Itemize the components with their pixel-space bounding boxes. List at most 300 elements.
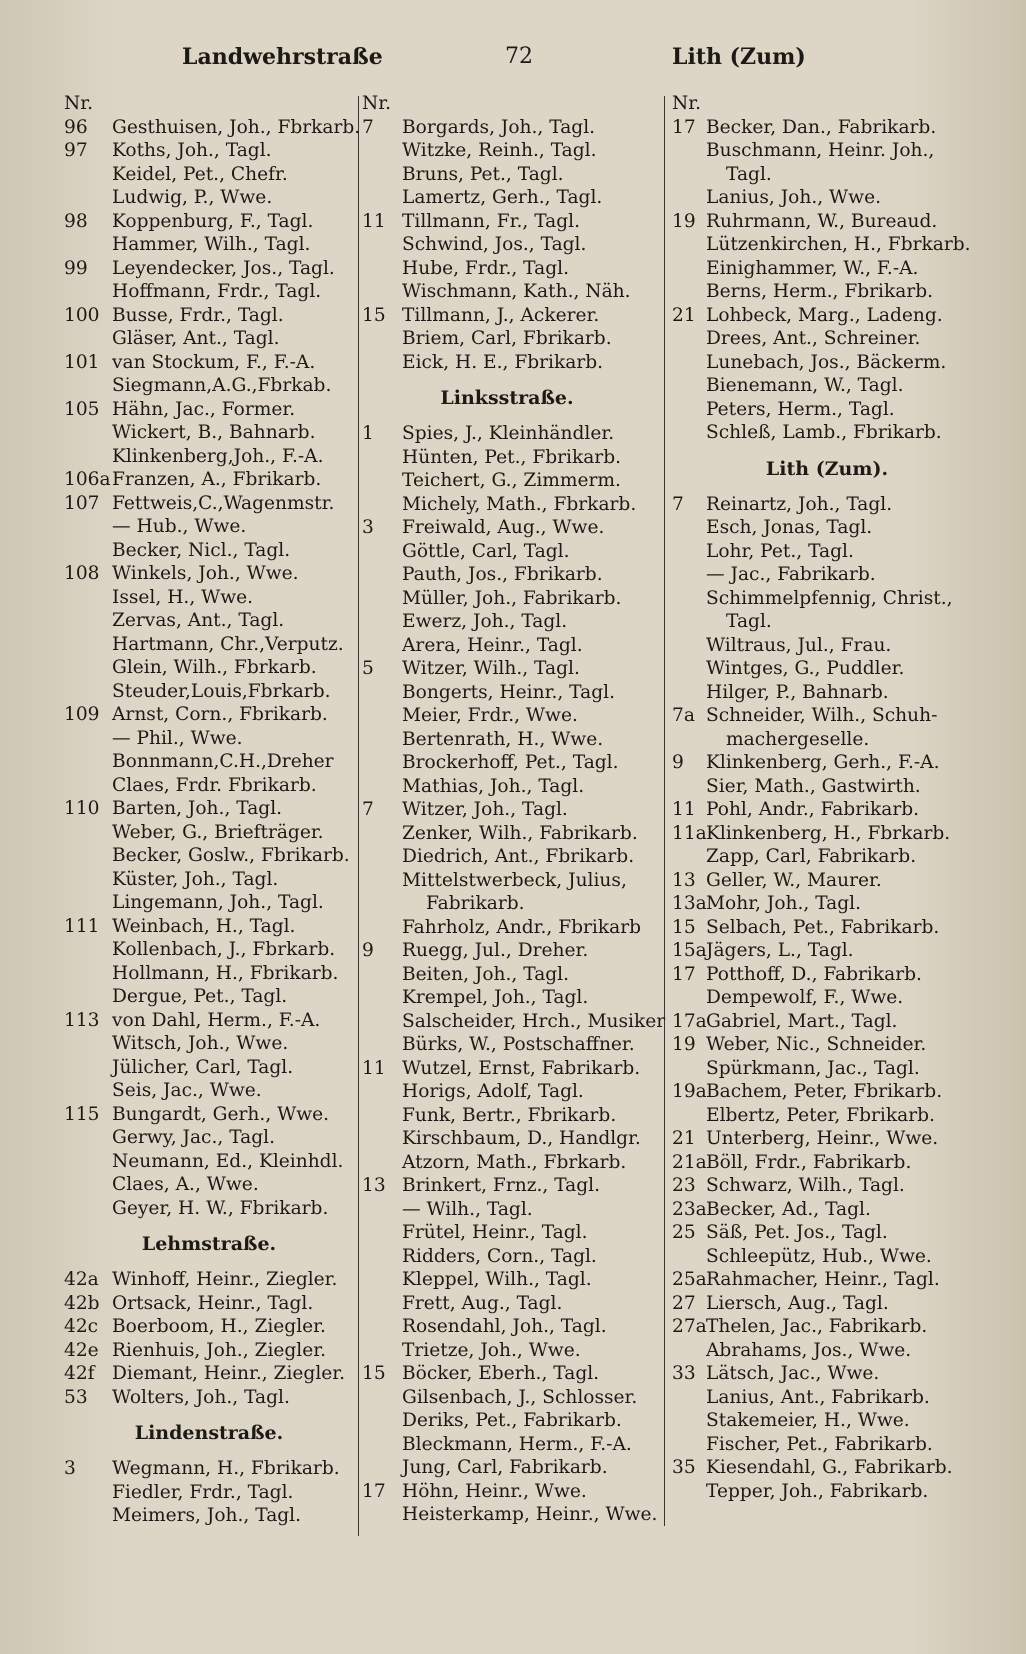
resident-entry [362,257,652,281]
resident-entry [362,587,652,611]
resident-text: Schneider, Wilh., Schuh- [706,705,938,726]
resident-entry [64,1173,354,1197]
resident-text: Gläser, Ant., Tagl. [112,328,280,349]
resident-text: Kleppel, Wilh., Tagl. [402,1269,592,1290]
resident-entry [362,1245,652,1269]
house-number: 11a [672,822,707,844]
resident-text: Bürks, W., Postschaffner. [402,1034,635,1055]
house-number: 97 [64,140,88,161]
resident-entry [362,1268,652,1292]
resident-text: Brinkert, Frnz., Tagl. [402,1175,601,1196]
resident-text: Barten, Joh., Tagl. [112,798,283,819]
resident-entry [64,727,354,751]
house-number: 42a [64,1269,99,1290]
resident-entry [64,1315,354,1339]
resident-text: Kollenbach, J., Fbrkarb. [112,939,336,960]
resident-text: Wischmann, Kath., Näh. [402,281,631,302]
resident-entry [362,704,652,728]
house-number: 25a [672,1269,707,1290]
house-number: 42e [64,1339,99,1361]
resident-entry [64,656,354,680]
resident-entry [64,468,354,492]
header-left-street: Landwehrstraße [182,44,383,70]
resident-text: Hammer, Wilh., Tagl. [112,234,311,255]
resident-entry [362,139,652,163]
resident-text: Fischer, Pet., Fabrikarb. [706,1433,933,1455]
resident-entry [672,892,982,916]
resident-entry [672,563,982,587]
house-number: 5 [362,658,374,679]
resident-text: Wintges, G., Puddler. [706,658,905,679]
resident-text: Hartmann, Chr.,Verputz. [112,633,344,655]
resident-text: Zervas, Ant., Tagl. [112,610,285,631]
resident-text: Hollmann, H., Fbrikarb. [112,962,339,984]
resident-entry [64,233,354,257]
resident-entry [672,1033,982,1057]
resident-text: Fahrholz, Andr., Fbrikarb [402,916,641,938]
resident-text: Neumann, Ed., Kleinhdl. [112,1150,344,1172]
resident-text: Pohl, Andr., Fabrikarb. [706,799,920,820]
house-number: 25 [672,1222,696,1243]
resident-text: Spürkmann, Jac., Tagl. [706,1057,920,1079]
resident-text: Eick, H. E., Fbrikarb. [402,351,604,373]
resident-text: Jülicher, Carl, Tagl. [112,1056,294,1078]
resident-text: Wiltraus, Jul., Frau. [706,634,892,656]
resident-entry [64,633,354,657]
house-number: 17 [672,116,696,138]
resident-entry [64,938,354,962]
resident-entry [362,1080,652,1104]
resident-text: Siegmann,A.G.,Fbrkab. [112,375,332,396]
house-number-header: Nr. [672,93,702,114]
resident-entry [362,1174,652,1198]
resident-entry [672,1339,982,1363]
resident-entry [64,844,354,868]
resident-text: Ewerz, Joh., Tagl. [402,611,568,632]
resident-text: Koppenburg, F., Tagl. [112,210,314,232]
resident-entry [672,775,982,799]
resident-entry [362,1362,652,1386]
resident-entry [64,421,354,445]
resident-text: Michely, Math., Fbrkarb. [402,493,637,515]
house-number: 99 [64,257,88,279]
resident-entry [672,327,982,351]
house-number: 11 [362,1057,386,1079]
resident-text: Dempewolf, F., Wwe. [706,987,904,1008]
street-heading: Linksstraße. [440,387,574,409]
resident-text: Brockerhoff, Pet., Tagl. [402,752,619,773]
resident-text: Becker, Nicl., Tagl. [112,539,291,561]
resident-text: Bleckmann, Herm., F.-A. [402,1433,632,1455]
resident-entry [64,562,354,586]
resident-entry [362,469,652,493]
resident-text: — Phil., Wwe. [112,727,243,749]
entry-continuation [672,728,982,752]
resident-text: Rahmacher, Heinr., Tagl. [706,1269,940,1290]
resident-entry [64,163,354,187]
resident-text: Bongerts, Heinr., Tagl. [402,681,615,703]
resident-text: Peters, Herm., Tagl. [706,398,895,420]
resident-entry [362,1433,652,1457]
resident-text: Witzer, Joh., Tagl. [402,799,568,820]
resident-text: Einighammer, W., F.-A. [706,257,919,279]
resident-entry [64,492,354,516]
resident-entry [64,539,354,563]
resident-entry [64,1268,354,1292]
house-number: 23a [672,1198,707,1220]
resident-entry [64,1150,354,1174]
resident-entry [672,304,982,328]
resident-text: Weber, G., Briefträger. [112,821,324,843]
resident-text: Lohr, Pet., Tagl. [706,540,854,562]
house-number: 15a [672,940,707,961]
resident-entry [362,563,652,587]
house-number: 27 [672,1292,696,1314]
resident-entry [672,869,982,893]
resident-text: Borgards, Joh., Tagl. [402,116,596,138]
resident-text: Claes, A., Wwe. [112,1174,259,1195]
resident-entry [362,916,652,940]
resident-entry [64,774,354,798]
resident-text: Bruns, Pet., Tagl. [402,163,564,185]
resident-entry [64,1481,354,1505]
resident-text: Fettweis,C.,Wagenmstr. [112,492,335,514]
resident-entry [64,609,354,633]
resident-text: Bungardt, Gerh., Wwe. [112,1103,330,1125]
resident-entry [362,1409,652,1433]
resident-entry [362,657,652,681]
resident-text: Deriks, Pet., Fabrikarb. [402,1410,622,1431]
resident-entry [362,1010,666,1034]
house-number: 96 [64,116,88,138]
house-number: 11 [672,799,696,820]
resident-text: Jung, Carl, Fabrikarb. [402,1457,608,1478]
resident-text: Lanius, Ant., Fabrikarb. [706,1386,930,1408]
resident-text: Lanius, Joh., Wwe. [706,187,881,208]
resident-entry [672,1315,982,1339]
house-number: 98 [64,210,88,232]
resident-entry [672,1362,982,1386]
resident-text: Drees, Ant., Schreiner. [706,328,921,349]
house-number: 9 [672,752,684,773]
resident-entry [362,986,652,1010]
house-number: 106a [64,469,111,490]
resident-text: Müller, Joh., Fabrikarb. [402,587,622,609]
resident-entry [362,822,652,846]
resident-entry [362,798,652,822]
resident-entry [64,915,354,939]
resident-entry [64,1386,354,1410]
resident-entry [362,516,652,540]
resident-text: Ruegg, Jul., Dreher. [402,940,589,961]
resident-text: Witzer, Wilh., Tagl. [402,658,580,679]
resident-entry [362,845,652,869]
resident-entry [362,1033,652,1057]
resident-text: Bachem, Peter, Fbrikarb. [706,1081,943,1102]
resident-text: Glein, Wilh., Fbrkarb. [112,657,317,678]
resident-text: Gerwy, Jac., Tagl. [112,1127,276,1148]
resident-text: Lunebach, Jos., Bäckerm. [706,351,947,373]
resident-entry [362,963,652,987]
resident-text: Säß, Pet. Jos., Tagl. [706,1222,888,1243]
resident-entry [362,280,652,304]
resident-text: Liersch, Aug., Tagl. [706,1292,889,1314]
column-middle [362,92,666,1527]
resident-text: Witsch, Joh., Wwe. [112,1033,289,1054]
house-number: 3 [64,1458,76,1479]
resident-text: Koths, Joh., Tagl. [112,140,272,161]
resident-entry [64,280,354,304]
resident-entry [362,1339,652,1363]
resident-text: Göttle, Carl, Tagl. [402,540,570,562]
resident-text: Ruhrmann, W., Bureaud. [706,210,938,232]
resident-entry [672,1151,982,1175]
resident-text: Höhn, Heinr., Wwe. [402,1480,587,1502]
resident-text: Wutzel, Ernst, Fabrikarb. [402,1057,641,1079]
resident-entry [64,891,354,915]
resident-text: Böcker, Eberh., Tagl. [402,1363,600,1384]
resident-entry [64,1126,354,1150]
resident-text: Gilsenbach, J., Schlosser. [402,1386,638,1408]
resident-entry [64,750,354,774]
resident-text: Witzke, Reinh., Tagl. [402,140,597,161]
resident-text: Stakemeier, H., Wwe. [706,1410,910,1431]
resident-entry [672,540,982,564]
resident-text: — Wilh., Tagl. [402,1198,533,1220]
resident-entry [672,1010,982,1034]
resident-text: Jägers, L., Tagl. [706,940,854,961]
resident-entry [362,351,652,375]
resident-entry [672,374,982,398]
resident-text: Tagl. [726,611,772,632]
resident-entry [362,1104,652,1128]
resident-entry [362,1151,652,1175]
resident-text: Gabriel, Mart., Tagl. [706,1010,898,1032]
resident-text: Fabrikarb. [426,893,525,914]
house-number: 7a [672,705,695,726]
resident-text: Leyendecker, Jos., Tagl. [112,257,335,279]
resident-entry [64,304,354,328]
resident-entry [362,163,652,187]
resident-entry [672,751,982,775]
resident-entry [672,704,982,728]
resident-entry [362,939,652,963]
resident-text: Pauth, Jos., Fbrikarb. [402,564,603,585]
house-number: 108 [64,563,100,584]
resident-entry [362,751,652,775]
resident-entry [672,398,982,422]
column-divider [664,96,665,1526]
page-header [0,44,1026,84]
resident-entry [362,1386,652,1410]
resident-entry [672,634,982,658]
resident-text: Thelen, Jac., Fabrikarb. [706,1316,928,1337]
resident-text: Esch, Jonas, Tagl. [706,517,873,538]
resident-text: Trietze, Joh., Wwe. [402,1339,581,1361]
resident-text: Fiedler, Frdr., Tagl. [112,1481,294,1503]
resident-text: Bonnmann,C.H.,Dreher [112,751,334,772]
resident-entry [362,1127,652,1151]
resident-text: Potthoff, D., Fabrikarb. [706,963,922,985]
resident-text: Meimers, Joh., Tagl. [112,1505,302,1526]
house-number: 15 [362,304,386,326]
resident-text: Steuder,Louis,Fbrkarb. [112,680,331,702]
resident-text: Diemant, Heinr., Ziegler. [112,1363,346,1384]
resident-text: Wegmann, H., Fbrikarb. [112,1458,340,1479]
resident-text: Spies, J., Kleinhändler. [402,423,615,444]
resident-text: Diedrich, Ant., Fbrikarb. [402,846,635,867]
resident-entry [672,1127,982,1151]
entry-continuation [672,163,982,187]
resident-entry [64,1009,354,1033]
resident-text: Geller, W., Maurer. [706,869,882,891]
resident-text: Mathias, Joh., Tagl. [402,775,585,797]
resident-entry [672,421,982,445]
street-heading: Lindenstraße. [134,1422,284,1444]
resident-text: Becker, Ad., Tagl. [706,1198,871,1220]
resident-text: Weinbach, H., Tagl. [112,915,296,937]
house-number: 13a [672,893,707,914]
resident-text: Hube, Frdr., Tagl. [402,257,569,279]
resident-entry [64,1103,354,1127]
resident-entry [672,1409,982,1433]
resident-entry [64,680,354,704]
header-right-street: Lith (Zum) [672,44,806,70]
house-number: 115 [64,1103,100,1125]
resident-text: Weber, Nic., Schneider. [706,1034,927,1055]
resident-entry [672,1480,982,1504]
resident-text: — Hub., Wwe. [112,516,247,537]
house-number: 35 [672,1457,696,1478]
resident-text: Bertenrath, H., Wwe. [402,728,604,750]
resident-entry [362,540,652,564]
resident-entry [64,586,354,610]
resident-entry [672,916,982,940]
resident-entry [672,257,982,281]
resident-entry [672,351,982,375]
house-number: 15 [672,916,696,938]
resident-text: Teichert, G., Zimmerm. [402,470,621,491]
resident-entry [672,681,982,705]
resident-text: Becker, Dan., Fabrikarb. [706,116,937,138]
resident-text: Keidel, Pet., Chefr. [112,163,288,185]
resident-text: Rosendahl, Joh., Tagl. [402,1316,607,1337]
resident-text: van Stockum, F., F.-A. [112,351,316,373]
resident-entry [672,587,982,611]
resident-text: machergeselle. [726,728,870,750]
resident-entry [64,374,354,398]
resident-entry [362,728,652,752]
resident-entry [672,516,982,540]
resident-entry [64,186,354,210]
house-number: 1 [362,423,374,444]
resident-entry [672,1456,982,1480]
house-number: 53 [64,1386,88,1408]
resident-entry [672,210,982,234]
resident-entry [64,445,354,469]
house-number: 15 [362,1363,386,1384]
house-number: 27a [672,1316,707,1337]
resident-text: Lohbeck, Marg., Ladeng. [706,304,943,326]
resident-text: Selbach, Pet., Fabrikarb. [706,916,940,938]
resident-entry [362,1503,658,1527]
resident-entry [672,493,982,517]
resident-text: Meier, Frdr., Wwe. [402,705,578,726]
resident-text: Winkels, Joh., Wwe. [112,563,299,584]
resident-entry [64,821,354,845]
resident-text: Sier, Math., Gastwirth. [706,775,921,797]
resident-text: Ridders, Corn., Tagl. [402,1245,597,1267]
resident-entry [362,116,652,140]
house-number: 19 [672,210,696,232]
resident-text: Atzorn, Math., Fbrkarb. [402,1151,627,1173]
resident-text: Winhoff, Heinr., Ziegler. [112,1269,338,1290]
house-number: 19a [672,1081,707,1102]
resident-entry [672,1198,982,1222]
resident-text: Arera, Heinr., Tagl. [402,634,583,656]
resident-entry [64,210,354,234]
resident-entry [362,304,652,328]
resident-entry [64,257,354,281]
resident-entry [672,657,982,681]
resident-entry [362,869,652,893]
resident-entry [64,1032,354,1056]
resident-entry [672,1104,982,1128]
resident-entry [672,1174,982,1198]
resident-text: Tagl. [726,163,772,185]
resident-text: Becker, Goslw., Fbrikarb. [112,845,350,866]
resident-text: Dergue, Pet., Tagl. [112,986,288,1007]
resident-entry [362,1456,652,1480]
house-number: 13 [362,1175,386,1196]
resident-entry [64,515,354,539]
house-number: 9 [362,940,374,961]
resident-entry [672,1386,982,1410]
resident-entry [672,986,982,1010]
house-number: 33 [672,1363,696,1384]
resident-text: Reinartz, Joh., Tagl. [706,493,893,515]
resident-text: Horigs, Adolf, Tagl. [402,1081,584,1102]
resident-entry [64,139,354,163]
resident-entry [64,962,354,986]
resident-text: Hähn, Jac., Former. [112,398,296,420]
resident-text: Funk, Bertr., Fbrikarb. [402,1104,617,1126]
resident-entry [362,681,652,705]
resident-text: Klinkenberg,Joh., F.-A. [112,445,324,467]
house-number: 7 [362,799,374,820]
resident-text: Hünten, Pet., Fbrikarb. [402,446,622,468]
house-number: 42b [64,1292,100,1314]
page-number: 72 [505,44,533,69]
resident-text: Abrahams, Jos., Wwe. [706,1339,912,1361]
house-number: 23 [672,1175,696,1196]
resident-text: Lützenkirchen, H., Fbrkarb. [706,234,971,255]
resident-text: Berns, Herm., Fbrikarb. [706,281,934,302]
house-number: 21 [672,1128,696,1149]
house-number: 7 [362,116,374,138]
house-number: 105 [64,398,100,420]
resident-text: Boerboom, H., Ziegler. [112,1316,326,1337]
resident-entry [64,703,354,727]
resident-entry [64,1504,354,1528]
resident-text: Frett, Aug., Tagl. [402,1292,563,1314]
resident-entry [672,845,982,869]
resident-text: Tillmann, Fr., Tagl. [402,210,581,232]
house-number: 100 [64,304,100,326]
house-number: 113 [64,1009,100,1031]
resident-text: Schwarz, Wilh., Tagl. [706,1175,905,1196]
house-number: 110 [64,798,100,819]
